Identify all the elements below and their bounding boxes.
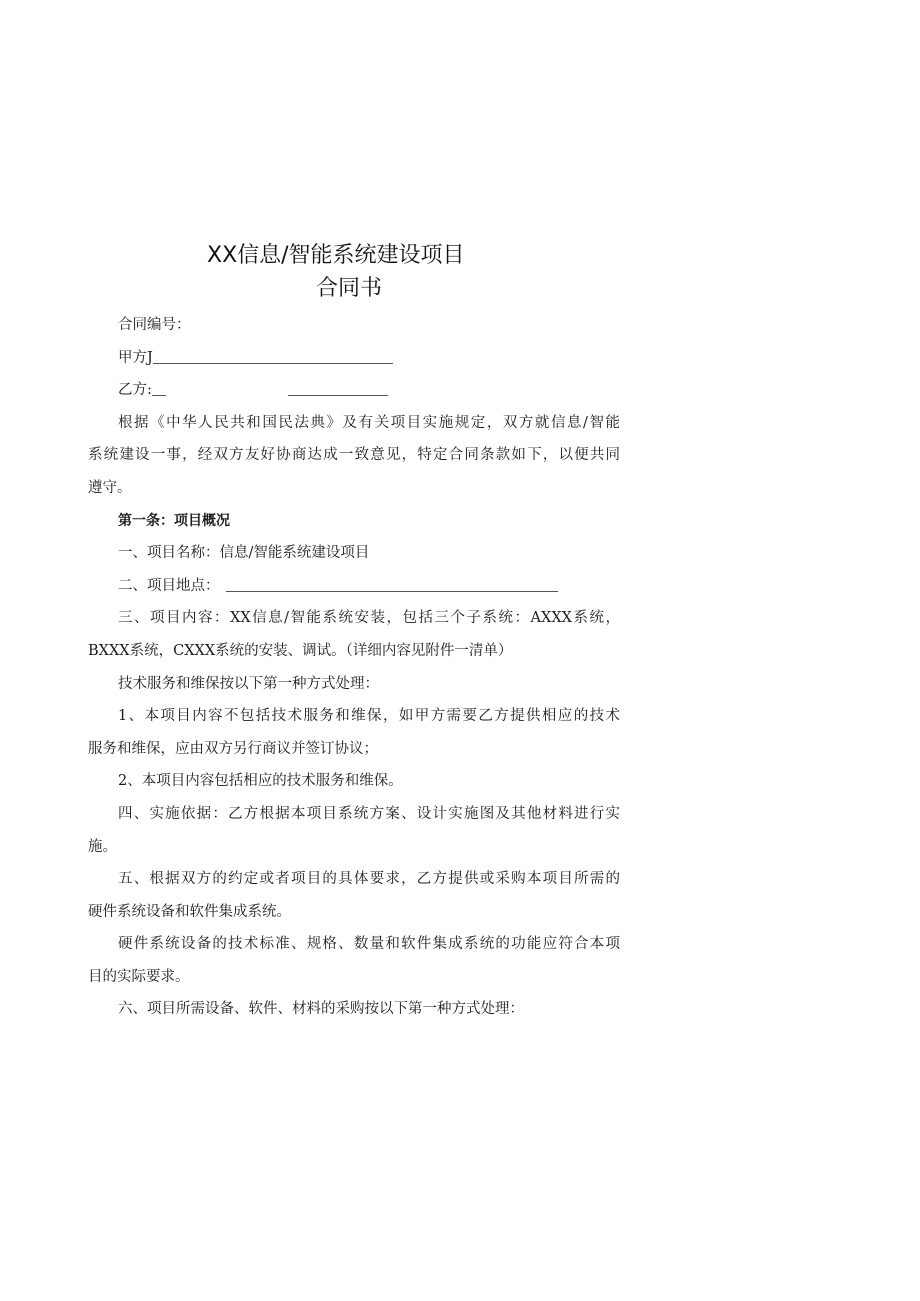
procurement-item: 六、项目所需设备、软件、材料的采购按以下第一种方式处理： [118,1001,524,1018]
document-title: XX信息/智能系统建设项目 [207,243,465,268]
party-b-blank [288,381,388,396]
project-location-label: 二、项目地点： [118,577,220,594]
service-option-2: 2、本项目内容包括相应的技术服务和维保。 [118,773,403,790]
equipment-supply-item: 五、根据双方的约定或者项目的具体要求，乙方提供或采购本项目所需的 [118,871,620,888]
document-subtitle: 合同书 [316,276,383,301]
project-location-blank [226,577,558,592]
implementation-basis-item: 四、实施依据：乙方根据本项目系统方案、设计实施图及其他材料进行实 [118,805,620,822]
project-name-item: 一、项目名称：信息/智能系统建设项目 [118,545,370,562]
service-option-1: 服务和维保，应由双方另行商议并签订协议； [88,740,378,757]
project-content-item: BXXX系统，CXXX系统的安装、调试。（详细内容见附件一清单） [88,642,513,659]
article-heading: 第一条：项目概况 [118,512,230,529]
equipment-supply-item: 硬件系统设备和软件集成系统。 [88,903,291,920]
implementation-basis-item: 施。 [88,838,117,855]
contract-number-field [88,309,620,342]
project-content-item: 三、项目内容：XX信息/智能系统安装，包括三个子系统：AXXX系统， [118,610,620,627]
equipment-standard-note: 目的实际要求。 [88,968,190,985]
equipment-standard-note: 硬件系统设备的技术标准、规格、数量和软件集成系统的功能应符合本项 [118,936,620,953]
party-a-field [88,342,620,375]
project-location-item [88,570,620,603]
preamble-line: 遵守。 [88,479,132,496]
party-a-blank [153,349,393,364]
contract-number-label: 合同编号： [118,317,191,333]
preamble-line: 根据《中华人民共和国民法典》及有关项目实施规定，双方就信息/智能 [118,414,620,431]
service-intro: 技术服务和维保按以下第一种方式处理： [118,675,379,692]
party-a-label: 甲方J [118,349,153,366]
preamble-line: 系统建设一事，经双方友好协商达成一致意见，特定合同条款如下，以便共同 [88,447,620,464]
party-b-blank-short [152,381,166,396]
party-b-field [88,374,620,407]
party-b-label: 乙方: [118,382,152,399]
service-option-1: 1、本项目内容不包括技术服务和维保，如甲方需要乙方提供相应的技术 [118,708,620,725]
contract-body [88,309,620,1026]
